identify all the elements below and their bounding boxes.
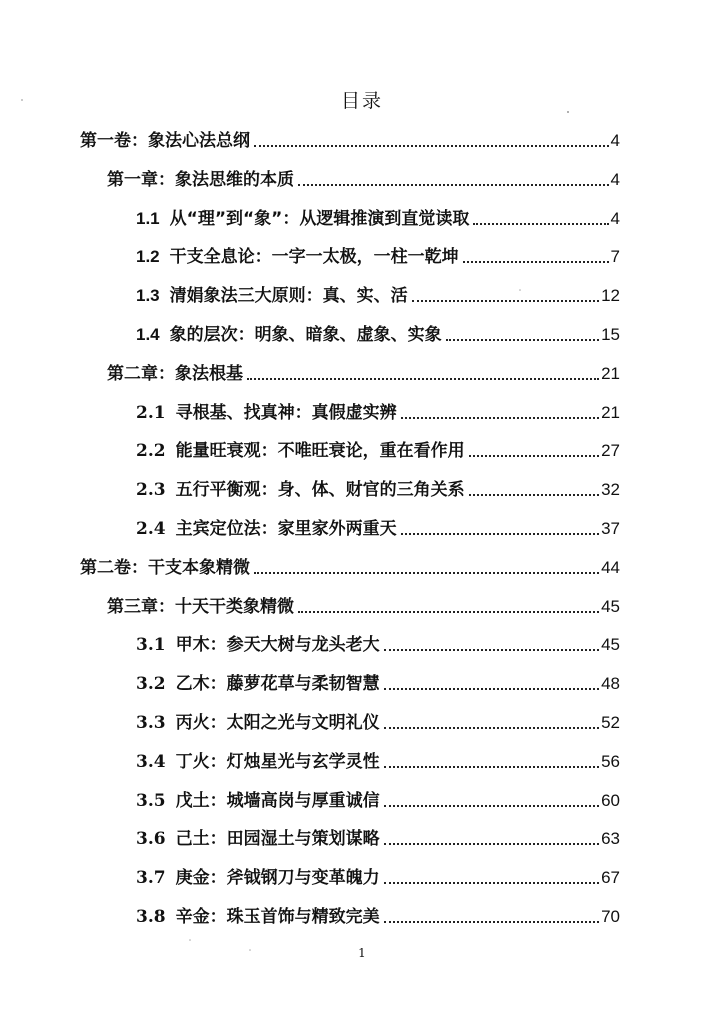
toc-entry-title: 戊土：城墙高岗与厚重诚信 [175, 790, 380, 811]
toc-entry-page: 52 [601, 713, 620, 732]
toc-entry[interactable] [136, 626, 620, 656]
toc-entry-number: 3.5 [136, 790, 166, 811]
dot-leader [401, 533, 600, 535]
toc-entry[interactable] [80, 549, 620, 579]
dot-leader [469, 494, 600, 496]
toc-entry-number: 3.2 [136, 674, 166, 695]
toc-entry[interactable] [136, 394, 620, 424]
page-title: 目录 [340, 90, 383, 112]
toc-entry-title: 能量旺衰观：不唯旺衰论，重在看作用 [175, 441, 465, 462]
toc-entry-title: 甲木：参天大树与龙头老大 [175, 635, 380, 656]
dot-leader [412, 300, 599, 302]
toc-entry-page: 37 [601, 519, 620, 538]
toc-entry-page: 21 [601, 402, 620, 422]
toc-entry-page: 4 [610, 169, 620, 189]
dot-leader [384, 766, 600, 768]
toc-entry-page: 48 [601, 674, 620, 694]
toc-entry[interactable] [80, 122, 620, 152]
toc-entry-page: 4 [610, 208, 620, 228]
page-number: 1 [358, 946, 366, 960]
toc-entry-page: 70 [601, 907, 620, 926]
dot-leader [254, 145, 609, 147]
dot-leader [384, 649, 600, 651]
toc-entry-title: 五行平衡观：身、体、财官的三角关系 [175, 480, 465, 501]
toc-entry-page: 44 [601, 557, 620, 577]
toc-entry-title: 干支全息论：一字一太极，一柱一乾坤 [169, 247, 459, 268]
toc-entry-page: 21 [601, 363, 620, 383]
toc-entry-page: 15 [601, 325, 620, 344]
dot-leader [384, 843, 600, 845]
toc-entry-number: 3.3 [136, 713, 166, 733]
toc-entry-page: 27 [601, 441, 620, 461]
dot-leader [384, 882, 600, 884]
toc-entry[interactable] [136, 277, 620, 307]
dot-leader [473, 223, 608, 225]
dot-leader [463, 261, 609, 263]
toc-entry[interactable] [136, 316, 620, 346]
toc-entry[interactable] [136, 471, 620, 501]
dot-leader [298, 184, 609, 186]
toc-entry-page: 32 [601, 480, 620, 500]
toc-entry[interactable] [136, 898, 620, 928]
toc-entry[interactable] [107, 355, 620, 385]
toc-entry-page: 45 [601, 635, 620, 655]
dot-leader [384, 921, 600, 923]
toc-entry-number: 2.1 [136, 402, 166, 423]
toc-entry-number: 3.4 [136, 751, 166, 772]
toc-entry[interactable] [136, 665, 620, 695]
toc-entry-number: 3.1 [136, 635, 166, 656]
toc-entry-number: 1.4 [136, 325, 160, 344]
toc-entry[interactable] [136, 704, 620, 734]
toc-entry-page: 12 [601, 286, 620, 306]
toc-entry-number: 3.7 [136, 868, 166, 889]
toc-entry[interactable] [107, 588, 620, 618]
toc-entry-number: 1.3 [136, 286, 160, 306]
toc-entry[interactable] [136, 859, 620, 889]
toc-entry[interactable] [136, 200, 620, 230]
toc-entry[interactable] [107, 161, 620, 191]
toc-entry-page: 67 [601, 868, 620, 888]
dot-leader [298, 611, 599, 613]
toc-entry-number: 2.2 [136, 441, 166, 462]
dot-leader [384, 805, 600, 807]
toc-entry[interactable] [136, 432, 620, 462]
toc-entry-page: 60 [601, 790, 620, 810]
toc-entry-page: 7 [610, 247, 620, 267]
toc-entry-number: 3.8 [136, 907, 166, 927]
toc-entry-title: 从“理”到“象”：从逻辑推演到直觉读取 [169, 208, 470, 229]
toc-entry[interactable] [136, 820, 620, 850]
toc-entry-number: 1.1 [136, 208, 160, 228]
toc-entry[interactable] [136, 743, 620, 773]
toc-entry-title: 主宾定位法：家里家外两重天 [175, 519, 397, 539]
dot-leader [384, 688, 600, 690]
toc-entry-number: 2.3 [136, 480, 166, 501]
toc-entry-title: 庚金：斧钺钢刀与变革魄力 [175, 868, 380, 889]
toc-entry-title: 寻根基、找真神：真假虚实辨 [175, 402, 397, 423]
dot-leader [469, 455, 600, 457]
toc-entry-page: 56 [601, 751, 620, 771]
toc-entry[interactable] [136, 510, 620, 540]
toc-entry-number: 1.2 [136, 247, 160, 267]
toc-entry-title: 丁火：灯烛星光与玄学灵性 [175, 751, 380, 772]
dot-leader [384, 727, 600, 729]
toc-entry-title: 乙木：藤萝花草与柔韧智慧 [175, 674, 380, 695]
toc-entry-title: 第二卷：干支本象精微 [80, 557, 250, 578]
toc-entry-title: 象的层次：明象、暗象、虚象、实象 [169, 325, 442, 345]
toc-entry-title: 第二章：象法根基 [107, 363, 243, 384]
toc-entry[interactable] [136, 238, 620, 268]
toc-entry-title: 己土：田园湿土与策划谋略 [175, 829, 380, 850]
dot-leader [446, 339, 599, 341]
dot-leader [254, 572, 599, 574]
toc-entry-page: 63 [601, 829, 620, 849]
dot-leader [401, 417, 600, 419]
toc-entry-number: 3.6 [136, 829, 166, 850]
toc-entry[interactable] [136, 782, 620, 812]
toc-entry-title: 丙火：太阳之光与文明礼仪 [175, 713, 380, 733]
toc-entry-title: 第一章：象法思维的本质 [107, 169, 294, 190]
toc-entry-page: 4 [610, 131, 620, 150]
toc-entry-title: 第一卷：象法心法总纲 [80, 131, 250, 151]
toc-entry-title: 辛金：珠玉首饰与精致完美 [175, 907, 380, 927]
dot-leader [247, 378, 599, 380]
toc-entry-title: 清娟象法三大原则：真、实、活 [169, 286, 408, 307]
toc-entry-title: 第三章：十天干类象精微 [107, 596, 294, 617]
toc-entry-number: 2.4 [136, 519, 166, 539]
toc-entry-page: 45 [601, 596, 620, 616]
